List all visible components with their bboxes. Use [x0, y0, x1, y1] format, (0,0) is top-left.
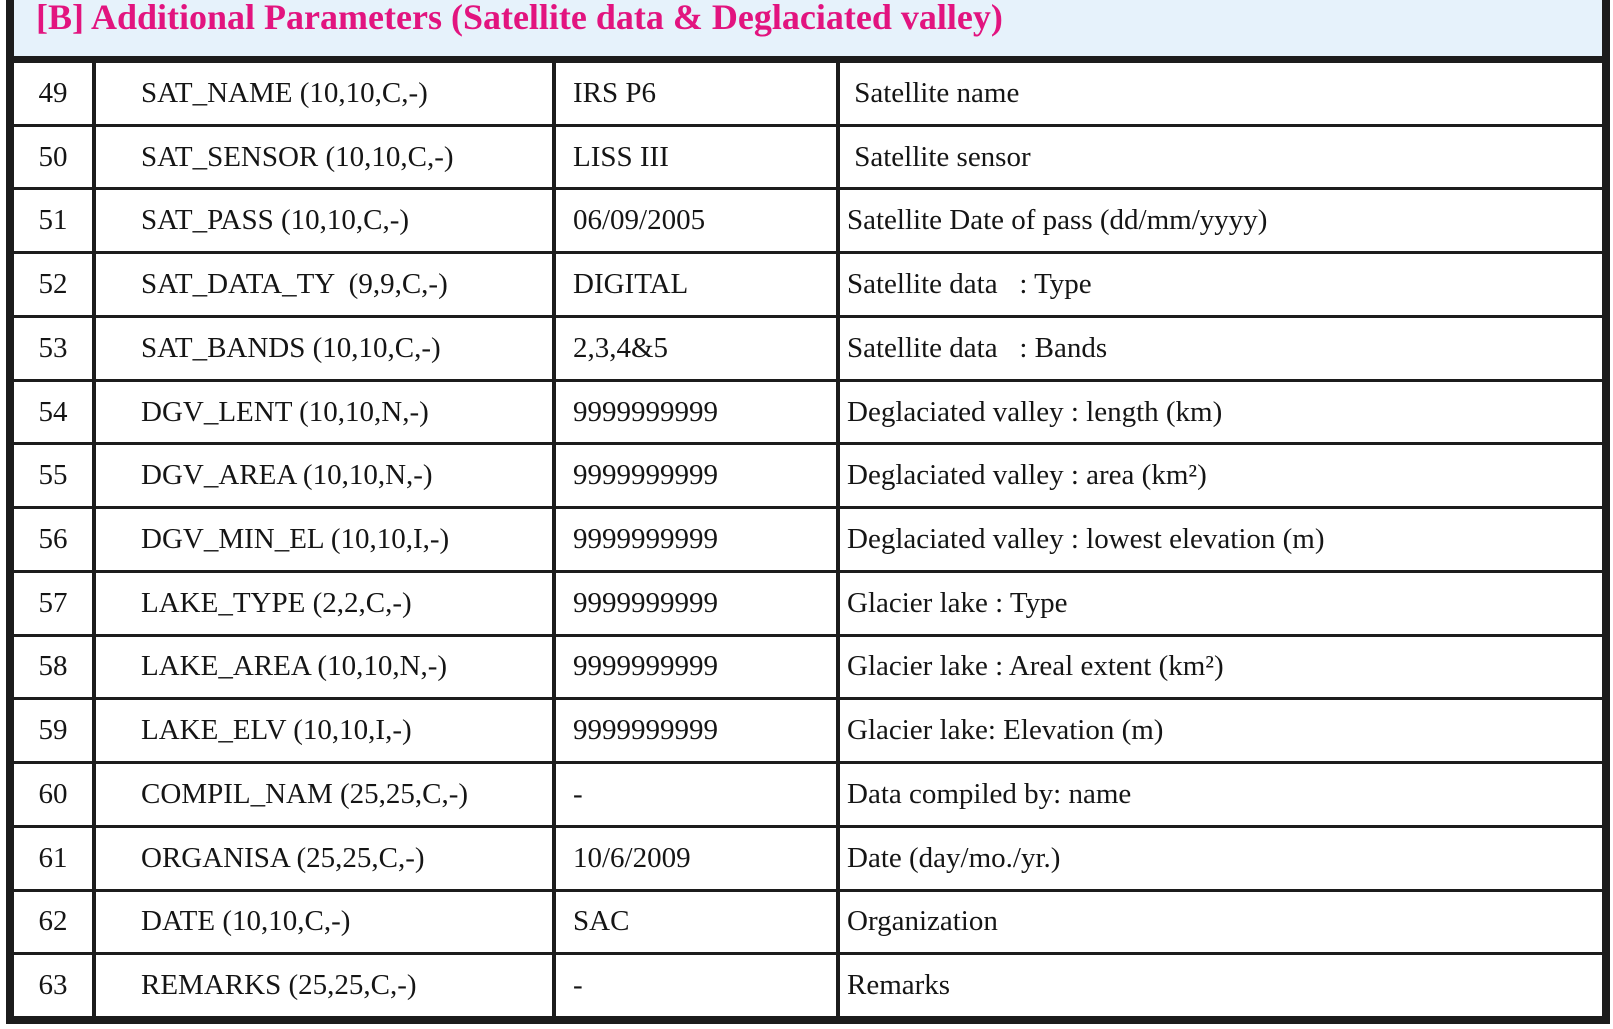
parameter-value: 06/09/2005	[556, 190, 840, 251]
parameter-value: 10/6/2009	[556, 828, 840, 889]
table-row	[14, 892, 1602, 956]
parameter-description: Glacier lake : Areal extent (km²)	[847, 650, 1224, 683]
parameter-name: SAT_DATA_TY (9,9,C,-)	[96, 254, 556, 315]
parameter-value: 9999999999	[556, 509, 840, 570]
parameter-value: -	[556, 955, 840, 1016]
parameter-description: Remarks	[847, 969, 951, 1002]
parameter-name: SAT_NAME (10,10,C,-)	[96, 63, 556, 124]
parameter-name: SAT_PASS (10,10,C,-)	[96, 190, 556, 251]
table-header	[14, 0, 1602, 63]
table-row	[14, 573, 1602, 637]
parameter-name: REMARKS (25,25,C,-)	[96, 955, 556, 1016]
parameter-value: 9999999999	[556, 445, 840, 506]
row-number: 60	[14, 764, 96, 825]
parameter-name: ORGANISA (25,25,C,-)	[96, 828, 556, 889]
parameter-description: Deglaciated valley : length (km)	[847, 395, 1223, 428]
table-row	[14, 764, 1602, 828]
row-number: 63	[14, 955, 96, 1016]
parameter-value: -	[556, 764, 840, 825]
row-number: 55	[14, 445, 96, 506]
parameter-name: SAT_SENSOR (10,10,C,-)	[96, 127, 556, 188]
parameter-name: LAKE_ELV (10,10,I,-)	[96, 700, 556, 761]
parameter-description: Satellite sensor	[847, 140, 1031, 173]
parameter-value: 9999999999	[556, 382, 840, 443]
table-row	[14, 190, 1602, 254]
parameter-description: Satellite name	[847, 76, 1020, 109]
parameter-name: SAT_BANDS (10,10,C,-)	[96, 318, 556, 379]
table-row	[14, 127, 1602, 191]
row-number: 57	[14, 573, 96, 634]
parameters-table	[6, 0, 1610, 1024]
parameter-name: DGV_MIN_EL (10,10,I,-)	[96, 509, 556, 570]
parameter-value: 9999999999	[556, 637, 840, 698]
parameter-description: Glacier lake : Type	[847, 586, 1068, 619]
row-number: 61	[14, 828, 96, 889]
parameter-description: Date (day/mo./yr.)	[847, 841, 1061, 874]
table-row	[14, 318, 1602, 382]
table-body	[14, 63, 1602, 1016]
parameter-value: LISS III	[556, 127, 840, 188]
row-number: 62	[14, 892, 96, 953]
row-number: 52	[14, 254, 96, 315]
row-number: 59	[14, 700, 96, 761]
parameter-description: Deglaciated valley : lowest elevation (m)	[847, 523, 1325, 555]
parameter-description: Organization	[847, 905, 998, 938]
parameter-name: COMPIL_NAM (25,25,C,-)	[96, 764, 556, 825]
row-number: 50	[14, 127, 96, 188]
table-row	[14, 63, 1602, 127]
parameter-name: LAKE_TYPE (2,2,C,-)	[96, 573, 556, 634]
parameter-description: Data compiled by: name	[847, 777, 1132, 810]
table-row	[14, 955, 1602, 1016]
row-number: 56	[14, 509, 96, 570]
row-number: 51	[14, 190, 96, 251]
table-row	[14, 382, 1602, 446]
table-row	[14, 828, 1602, 892]
parameter-description: Satellite data : Bands	[847, 331, 1108, 364]
row-number: 58	[14, 637, 96, 698]
parameter-name: DGV_LENT (10,10,N,-)	[96, 382, 556, 443]
table-row	[14, 509, 1602, 573]
parameter-description: Satellite data : Type	[847, 268, 1092, 301]
parameter-description: Satellite Date of pass (dd/mm/yyyy)	[847, 204, 1268, 237]
parameter-description: Deglaciated valley : area (km²)	[847, 459, 1207, 492]
parameter-value: 9999999999	[556, 573, 840, 634]
parameter-name: DATE (10,10,C,-)	[96, 892, 556, 953]
parameter-value: 2,3,4&5	[556, 318, 840, 379]
parameter-value: SAC	[556, 892, 840, 953]
parameter-name: DGV_AREA (10,10,N,-)	[96, 445, 556, 506]
parameter-name: LAKE_AREA (10,10,N,-)	[96, 637, 556, 698]
table-row	[14, 254, 1602, 318]
row-number: 53	[14, 318, 96, 379]
section-title: [B] Additional Parameters (Satellite data & Deglaciated valley)	[36, 0, 1003, 37]
table-row	[14, 445, 1602, 509]
table-row	[14, 700, 1602, 764]
parameter-value: DIGITAL	[556, 254, 840, 315]
row-number: 49	[14, 63, 96, 124]
table-row	[14, 637, 1602, 701]
parameter-description: Glacier lake: Elevation (m)	[847, 714, 1164, 747]
row-number: 54	[14, 382, 96, 443]
parameter-value: IRS P6	[556, 63, 840, 124]
parameter-value: 9999999999	[556, 700, 840, 761]
